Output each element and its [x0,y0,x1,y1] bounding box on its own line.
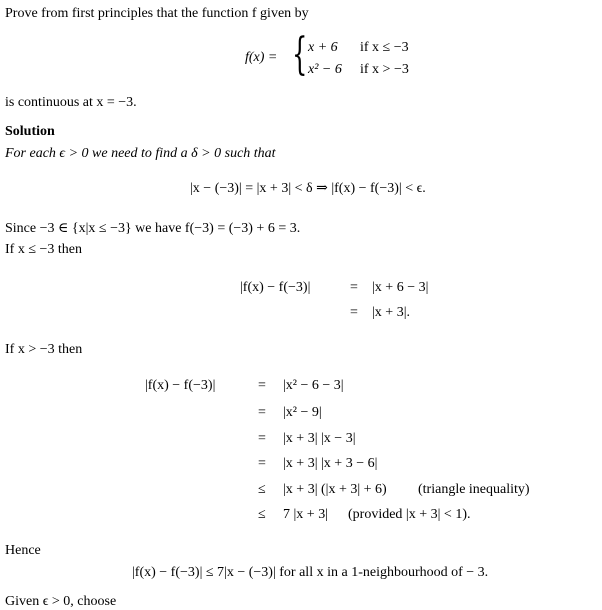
case-b-note: (provided |x + 3| < 1). [348,507,471,522]
fx-label: f(x) = [245,50,278,65]
case-b-expr: |x + 3| (|x + 3| + 6) [283,482,387,497]
case-b-expr: |x² − 6 − 3| [283,378,344,393]
case-a-row-1: |x + 6 − 3| [372,280,429,295]
case-b-expr: 7 |x + 3| [283,507,329,522]
case-b-expr: |x² − 9| [283,405,322,420]
case-b-rel: = [258,378,266,393]
case-b-expr: |x + 3| |x − 3| [283,431,356,446]
case-a-rel-1: = [350,280,358,295]
hence-label: Hence [5,543,41,558]
since-line: Since −3 ∈ {x|x ≤ −3} we have f(−3) = (−3) + 6 = 3. [5,221,301,236]
case1-expression: x + 6 [308,40,338,55]
case-b-intro: If x > −3 then [5,342,83,357]
problem-statement: Prove from first principles that the function f given by [5,6,309,21]
case-b-expr: |x + 3| |x + 3 − 6| [283,456,378,471]
case2-condition: if x > −3 [360,62,409,77]
goal-equation: |x − (−3)| = |x + 3| < δ ⇒ |f(x) − f(−3)| < ϵ. [190,181,426,196]
continuity-claim: is continuous at x = −3. [5,95,137,110]
case-a-row-2: |x + 3|. [372,305,411,320]
solution-goal: For each ϵ > 0 we need to find a δ > 0 such that [5,146,276,161]
given-line: Given ϵ > 0, choose [5,594,117,609]
solution-heading: Solution [5,124,55,139]
case-b-rel: ≤ [258,482,266,497]
case-b-rel: = [258,456,266,471]
case-b-rel: ≤ [258,507,266,522]
case2-expression: x² − 6 [308,62,342,77]
case1-condition: if x ≤ −3 [360,40,409,55]
case-a-intro: If x ≤ −3 then [5,242,83,257]
case-a-rel-2: = [350,305,358,320]
case-b-rel: = [258,405,266,420]
case-b-lhs: |f(x) − f(−3)| [145,378,216,393]
case-a-lhs: |f(x) − f(−3)| [240,280,311,295]
hence-equation: |f(x) − f(−3)| ≤ 7|x − (−3)| for all x in a 1-neighbourhood of − 3. [132,565,489,580]
left-brace: { [292,29,308,80]
case-b-rel: = [258,431,266,446]
case-b-note: (triangle inequality) [418,482,530,497]
